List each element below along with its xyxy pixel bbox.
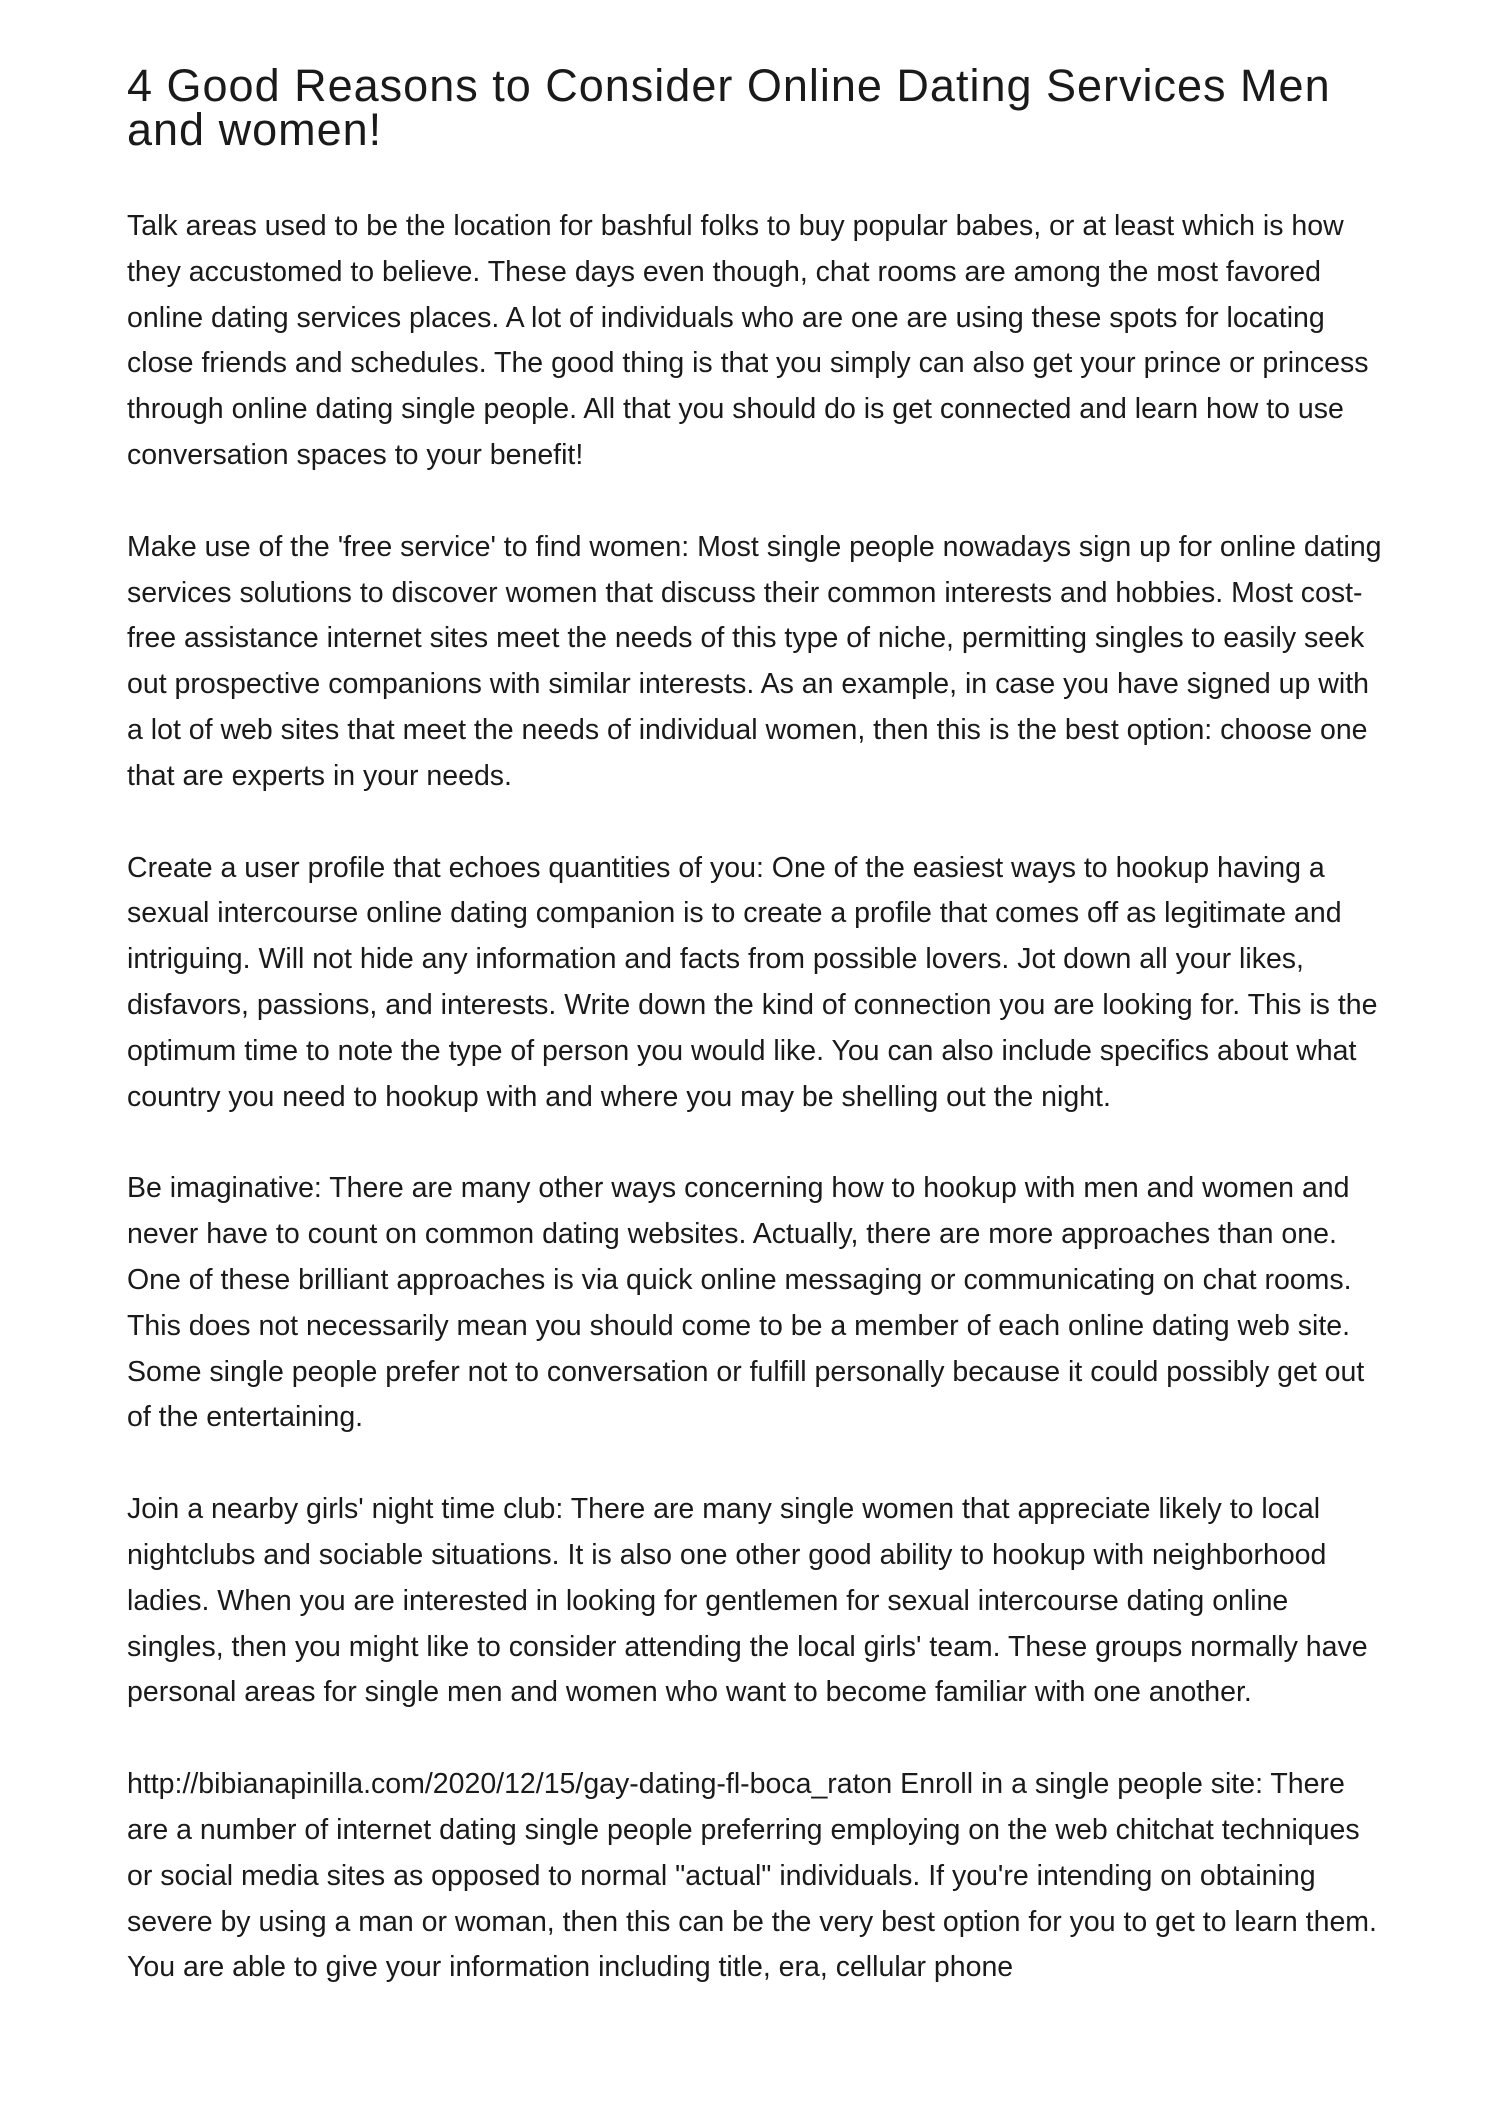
source-link[interactable]: http://bibianapinilla.com/2020/12/15/gay-dating-fl-boca_raton [127, 1768, 893, 1801]
paragraph-enroll-site [127, 1762, 1392, 1991]
paragraph-enroll-site-text: Enroll in a single people site: There are a number of internet dating single people preferring employing on the web chitchat techniques or social media sites as opposed to normal "actual" individuals. If you're intending on obtaining severe by using a man or woman, then this can be the very best option for you to get to learn them. You are able to give your information including title, era, cellular phone [127, 1768, 1377, 1984]
paragraph-be-imaginative: Be imaginative: There are many other ways concerning how to hookup with men and women and never have to count on common dating websites. Actually, there are more approaches than one. One of these brilliant approaches is via quick online messaging or communicating on chat rooms. This does not necessarily mean you should come to be a member of each online dating web site. Some single people prefer not to conversation or fulfill personally because it could possibly get out of the entertaining. [127, 1172, 1365, 1434]
paragraph-free-service: Make use of the 'free service' to find women: Most single people nowadays sign up for online dating services solutions to discover women that discuss their common interests and hobbies. Most cost-free assistance internet sites meet the needs of this type of niche, permitting singles to easily seek out prospective companions with similar interests. As an example, in case you have signed up with a lot of web sites that meet the needs of individual women, then this is the best option: choose one that are experts in your needs. [127, 530, 1382, 792]
document-title: 4 Good Reasons to Consider Online Dating Services Men and women! [127, 60, 1331, 155]
paragraph-intro: Talk areas used to be the location for bashful folks to buy popular babes, or at least which is how they accustomed to believe. These days even though, chat rooms are among the most favored online dating services places. A lot of individuals who are one are using these spots for locating close friends and schedules. The good thing is that you simply can also get your prince or princess through online dating single people. All that you should do is get connected and learn how to use conversation spaces to your benefit! [127, 210, 1369, 471]
paragraph-girls-night-club: Join a nearby girls' night time club: There are many single women that appreciate likely to local nightclubs and sociable situations. It is also one other good ability to hookup with neighborhood ladies. When you are interested in looking for gentlemen for sexual intercourse dating online singles, then you might like to consider attending the local girls' team. These groups normally have personal areas for single men and women who want to become familiar with one another. [127, 1493, 1368, 1709]
document-body [127, 204, 1390, 1991]
paragraph-user-profile: Create a user profile that echoes quantities of you: One of the easiest ways to hookup having a sexual intercourse online dating companion is to create a profile that comes off as legitimate and intriguing. Will not hide any information and facts from possible lovers. Jot down all your likes, disfavors, passions, and interests. Write down the kind of connection you are looking for. This is the optimum time to note the type of person you would like. You can also include specifics about what country you need to hookup with and where you may be shelling out the night. [127, 851, 1378, 1113]
